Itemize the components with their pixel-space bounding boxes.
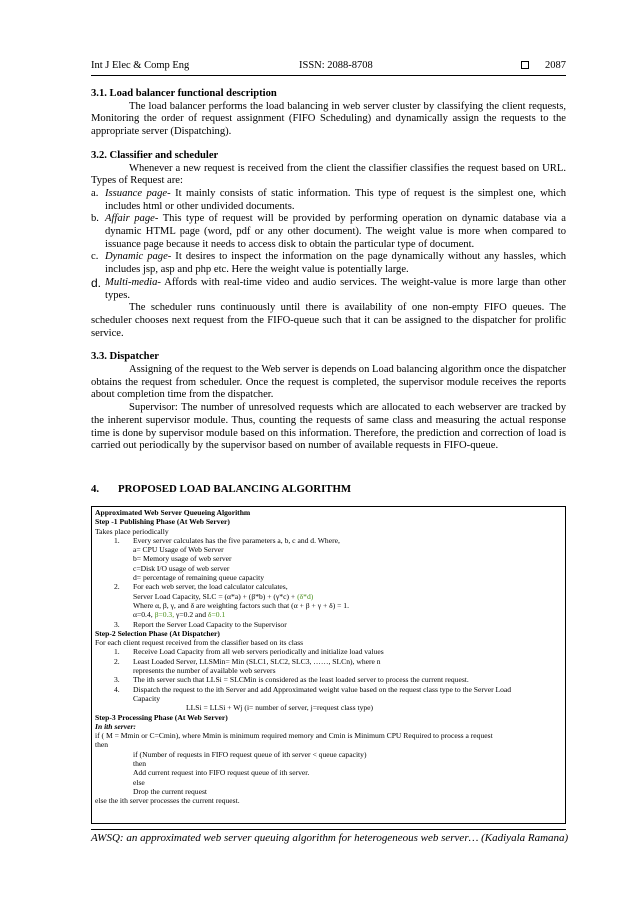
supervisor-paragraph: Supervisor: The number of unresolved requests which are allocated to each webserver are tracked by the inherent supervisor module. Thus, counting the requests of same class and measuring the actual response time is done by supervisor module based on this information. Therefore, the prediction and correction of load is carried out periodically by the supervisor based on number of available requests in FIFO-queue. <box>91 402 566 452</box>
step-3-line-5: Add current request into FIFO request queue of ith server. <box>133 768 310 778</box>
page-number: 2087 <box>545 60 566 71</box>
running-footer: AWSQ: an approximated web server queuing algorithm for heterogeneous web server… (Kadiyala Ramana) <box>91 832 569 844</box>
param-d: d= percentage of remaining queue capacity <box>133 573 264 583</box>
weighting-factors: Where α, β, γ, and δ are weighting factors such that (α + β + γ + δ) = 1. <box>133 600 350 610</box>
step-1-item-2: 2. For each web server, the load calculator calculates, <box>114 582 288 592</box>
section-3-3-title: 3.3. Dispatcher <box>91 351 159 363</box>
section-3-2-intro: Whenever a new request is received from the client the classifier classifies the request based on URL. Types of Request are: <box>91 162 566 187</box>
issn: ISSN: 2088-8708 <box>299 60 373 71</box>
step-3-line-3: if (Number of requests in FIFO request queue of ith server < queue capacity) <box>133 749 367 759</box>
step-2-item-1: 1. Receive Load Capacity from all web servers periodically and initialize load values <box>114 647 384 657</box>
request-type-list <box>91 188 566 302</box>
step-2-item-3: 3. The ith server such that LLSi = SLCMin is considered as the least loaded server to process the current request. <box>114 675 469 685</box>
square-bullet-icon <box>521 61 529 69</box>
step-3-line-6: else <box>133 777 145 787</box>
running-header <box>91 60 566 74</box>
footer-rule <box>91 829 566 830</box>
slc-formula: Server Load Capacity, SLC = (α*a) + (β*b) + (γ*c) + (δ*d) <box>133 591 314 601</box>
step-1-title: Step -1 Publishing Phase (At Web Server) <box>95 517 230 527</box>
step-2-item-4-cont: Capacity <box>133 693 160 703</box>
step-3-line-2: then <box>95 740 109 750</box>
weight-values: α=0.4, β=0.3, γ=0.2 and δ=0.1 <box>133 610 226 620</box>
list-item: d. Multi-media- Affords with real-time video and audio services. The weight-value is more large than other types. <box>91 275 566 301</box>
section-3-1-paragraph: The load balancer performs the load balancing in web server cluster by classifying the client requests, Monitoring the order of request assignment (FIFO Scheduling) and dynamically assign the requests to the appropriate server (Dispatching). <box>91 100 566 138</box>
param-b: b= Memory usage of web server <box>133 554 232 564</box>
step-2-item-4: 4. Dispatch the request to the ith Server and add Approximated weight value based on the request class type to the Server Load <box>114 684 512 694</box>
section-3-1-title: 3.1. Load balancer functional description <box>91 88 277 99</box>
step-3-title: Step-3 Processing Phase (At Web Server) <box>95 712 228 722</box>
step-3-line-8: else the ith server processes the current request. <box>95 796 240 806</box>
section-4-heading: 4. PROPOSED LOAD BALANCING ALGORITHM <box>91 483 352 495</box>
main-text <box>91 88 566 453</box>
algorithm-title: Approximated Web Server Queueing Algorithm <box>95 508 251 517</box>
journal-name: Int J Elec & Comp Eng <box>91 60 190 71</box>
list-item: b. Affair page- This type of request will be provided by performing operation on dynamic database via a dynamic HTML page (word, pdf or any other document). The weight value is more when compared to issuance page because it needs to access disk to obtain the particular type of document. <box>91 213 566 250</box>
step-1-note: Takes place periodically <box>95 526 169 536</box>
list-item: a. Issuance page- It mainly consists of static information. This type of request is the simplest one, which includes html or other undivided documents. <box>91 187 567 212</box>
step-3-subtitle: In ith server: <box>95 721 136 731</box>
step-3-line-7: Drop the current request <box>133 786 208 796</box>
scheduler-paragraph: The scheduler runs continuously until there is availability of one non-empty FIFO queues. The scheduler chooses next request from the FIFO-queue such that it can be assigned to the dispatcher for prolific service. <box>91 302 566 339</box>
step-2-item-2-cont: represents the number of available web servers <box>133 666 276 676</box>
step-2-title: Step-2 Selection Phase (At Dispatcher) <box>95 628 220 638</box>
step-2-note: For each client request received from the classifier based on its class <box>95 638 304 648</box>
step-1-item-1: 1. Every server calculates has the five parameters a, b, c and d. Where, <box>114 535 340 545</box>
section-3-2-title: 3.2. Classifier and scheduler <box>91 149 219 161</box>
step-2-item-2: 2. Least Loaded Server, LLSMin= Min (SLC1, SLC2, SLC3, ……, SLCn), where n <box>114 656 381 666</box>
lls-update-formula: LLSi = LLSi + Wj (i= number of server, j=request class type) <box>186 703 374 713</box>
param-a: a= CPU Usage of Web Server <box>133 545 224 555</box>
algorithm-box <box>91 506 566 824</box>
step-3-line-1: if ( M = Mmin or C=Cmin), where Mmin is minimum required memory and Cmin is Minimum CPU Required to process a request <box>95 731 493 741</box>
list-item: c. Dynamic page- It desires to inspect the information on the page dynamically without any hassles, which includes jsp, asp and php etc. Here the weight value is potentially large. <box>91 251 566 276</box>
param-c: c=Disk I/O usage of web server <box>133 563 230 573</box>
header-rule <box>91 75 566 76</box>
step-3-line-4: then <box>133 759 147 769</box>
step-1-item-3: 3. Report the Server Load Capacity to the Supervisor <box>114 619 287 629</box>
dispatcher-paragraph: Assigning of the request to the Web server is depends on Load balancing algorithm once the dispatcher obtains the request from scheduler. Once the request is completed, the supervisor module receives the reports about completion time from the dispatcher. <box>91 364 566 401</box>
